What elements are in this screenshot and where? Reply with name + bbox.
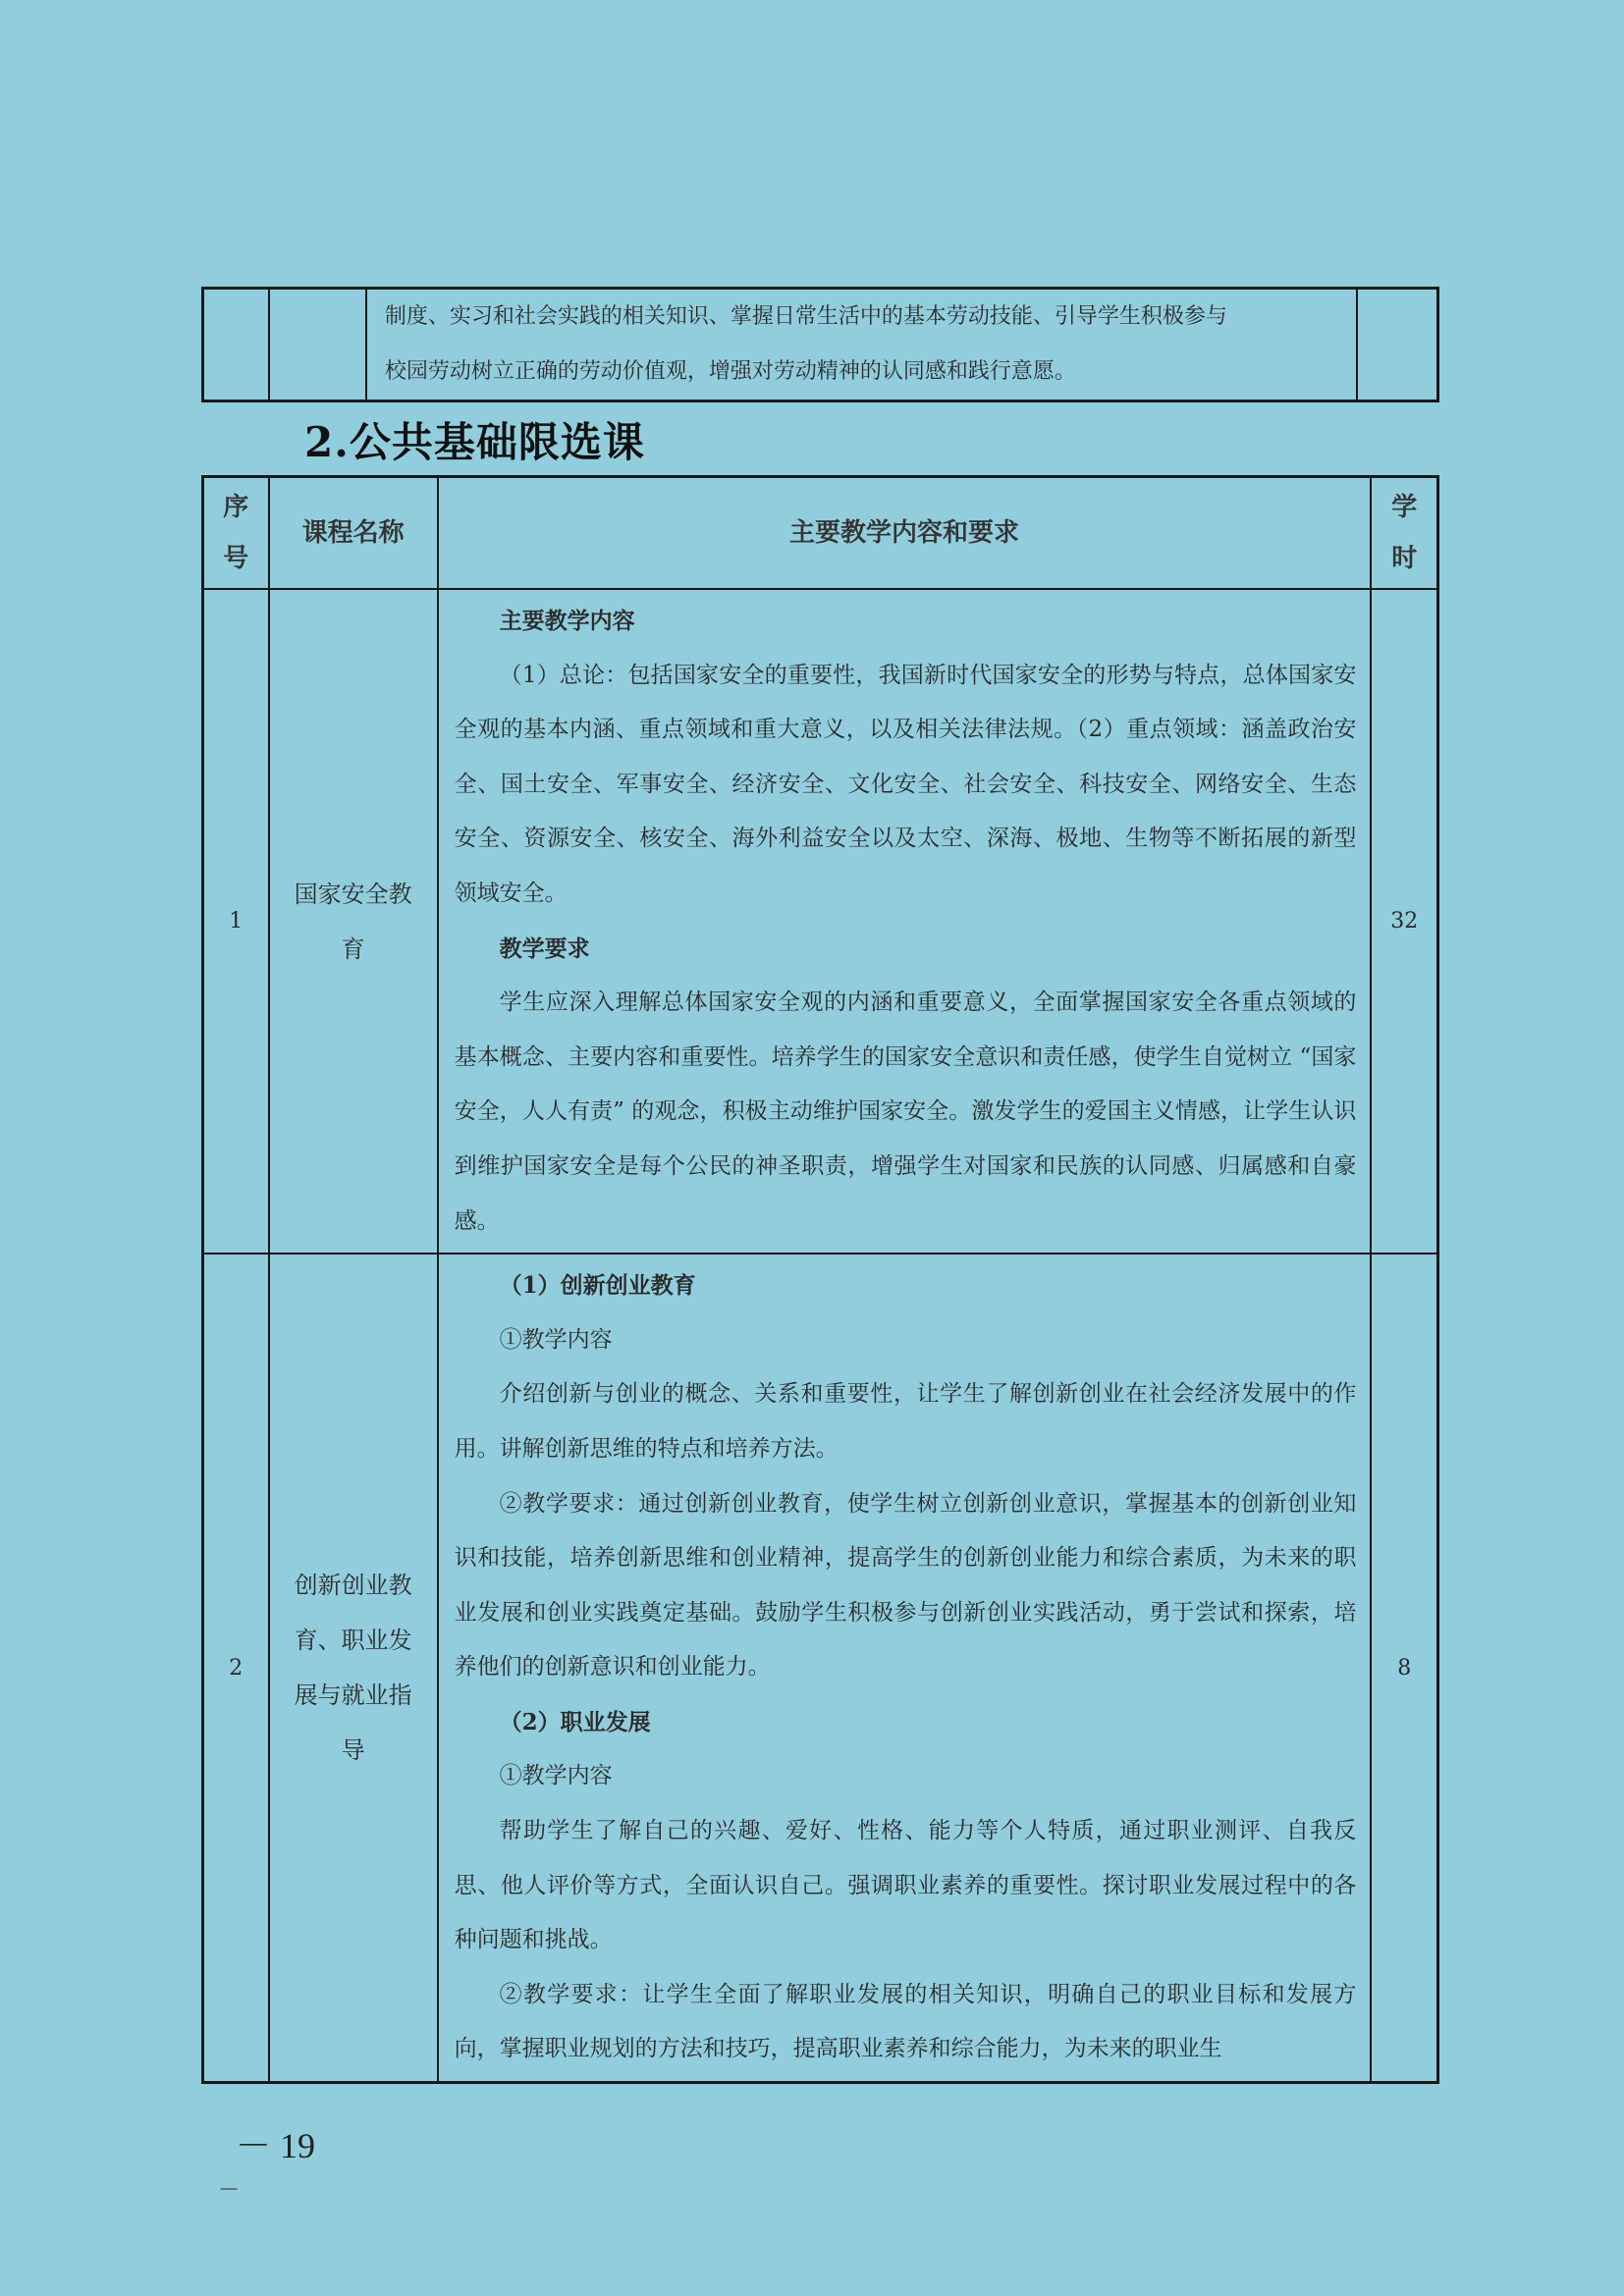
header-hours-bottom: 时	[1391, 544, 1418, 573]
table-row	[203, 589, 1438, 1254]
header-content: 主要教学内容和要求	[438, 477, 1372, 590]
header-number-bottom: 号	[223, 544, 249, 573]
table-header-row	[203, 477, 1438, 590]
content-paragraph: （1）总论：包括国家安全的重要性，我国新时代国家安全的形势与特点，总体国家安全观的基本内涵、重点领域和重大意义，以及相关法律法规。（2）重点领域：涵盖政治安全、国土安全、军事安全、经济安全、文化安全、社会安全、科技安全、网络安全、生态安全、资源安全、核安全、海外利益安全以及太空、深海、极地、生物等不断拓展的新型领域安全。	[454, 662, 1357, 906]
course-hours: 8	[1371, 1254, 1437, 2082]
table-cell-empty	[1357, 289, 1437, 401]
course-content	[438, 589, 1372, 1254]
course-table	[201, 475, 1439, 2084]
course-name: 创新创业教育、职业发展与就业指导	[269, 1254, 438, 2082]
table-row	[203, 1254, 1438, 2082]
header-number	[203, 477, 269, 590]
course-hours: 32	[1371, 589, 1437, 1254]
section-title: 2.公共基础限选课	[304, 418, 645, 466]
content-paragraph: 学生应深入理解总体国家安全观的内涵和重要意义，全面掌握国家安全各重点领域的基本概念、主要内容和重要性。培养学生的国家安全意识和责任感，使学生自觉树立 “国家安全，人人有责” 的观念，积极主动维护国家安全。激发学生的爱国主义情感，让学生认识到维护国家安全是每个公民的神圣职责，增强学生对国家和民族的认同感、归属感和自豪感。	[454, 989, 1357, 1234]
page-number-dash: －	[218, 2177, 241, 2202]
row-number: 2	[203, 1254, 269, 2082]
table-cell-empty	[269, 289, 366, 401]
table-row	[203, 289, 1438, 401]
content-line: 制度、实习和社会实践的相关知识、掌握日常生活中的基本劳动技能、引导学生积极参与	[384, 304, 1227, 329]
header-hours	[1371, 477, 1437, 590]
content-heading: 主要教学内容	[499, 608, 635, 634]
page-number: － 19	[236, 2126, 316, 2165]
course-name: 国家安全教育	[269, 589, 438, 1254]
content-paragraph: ①教学内容	[499, 1326, 613, 1353]
header-hours-top: 学	[1391, 493, 1418, 522]
course-content	[438, 1254, 1372, 2082]
content-heading: （1）创新创业教育	[499, 1272, 696, 1300]
header-number-top: 序	[223, 493, 249, 522]
continuation-content-cell	[366, 289, 1357, 401]
content-heading: （2）职业发展	[499, 1708, 651, 1735]
content-paragraph: 介绍创新与创业的概念、关系和重要性，让学生了解创新创业在社会经济发展中的作用。讲解创新思维的特点和培养方法。	[454, 1381, 1357, 1462]
content-heading: 教学要求	[499, 934, 590, 962]
content-paragraph: ②教学要求：通过创新创业教育，使学生树立创新创业意识，掌握基本的创新创业知识和技能，培养创新思维和创业精神，提高学生的创新创业能力和综合素质，为未来的职业发展和创业实践奠定基础。鼓励学生积极参与创新创业实践活动，勇于尝试和探索，培养他们的创新意识和创业能力。	[454, 1490, 1357, 1681]
table-cell-empty	[203, 289, 269, 401]
content-paragraph: 帮助学生了解自己的兴趣、爱好、性格、能力等个人特质，通过职业测评、自我反思、他人评价等方式，全面认识自己。强调职业素养的重要性。探讨职业发展过程中的各种问题和挑战。	[454, 1818, 1357, 1953]
header-course-name: 课程名称	[269, 477, 438, 590]
content-line: 校园劳动树立正确的劳动价值观，增强对劳动精神的认同感和践行意愿。	[384, 359, 1076, 384]
content-paragraph: ②教学要求：让学生全面了解职业发展的相关知识，明确自己的职业目标和发展方向，掌握职业规划的方法和技巧，提高职业素养和综合能力，为未来的职业生	[454, 1981, 1357, 2062]
row-number: 1	[203, 589, 269, 1254]
continuation-table	[201, 287, 1439, 402]
content-paragraph: ①教学内容	[499, 1763, 613, 1789]
